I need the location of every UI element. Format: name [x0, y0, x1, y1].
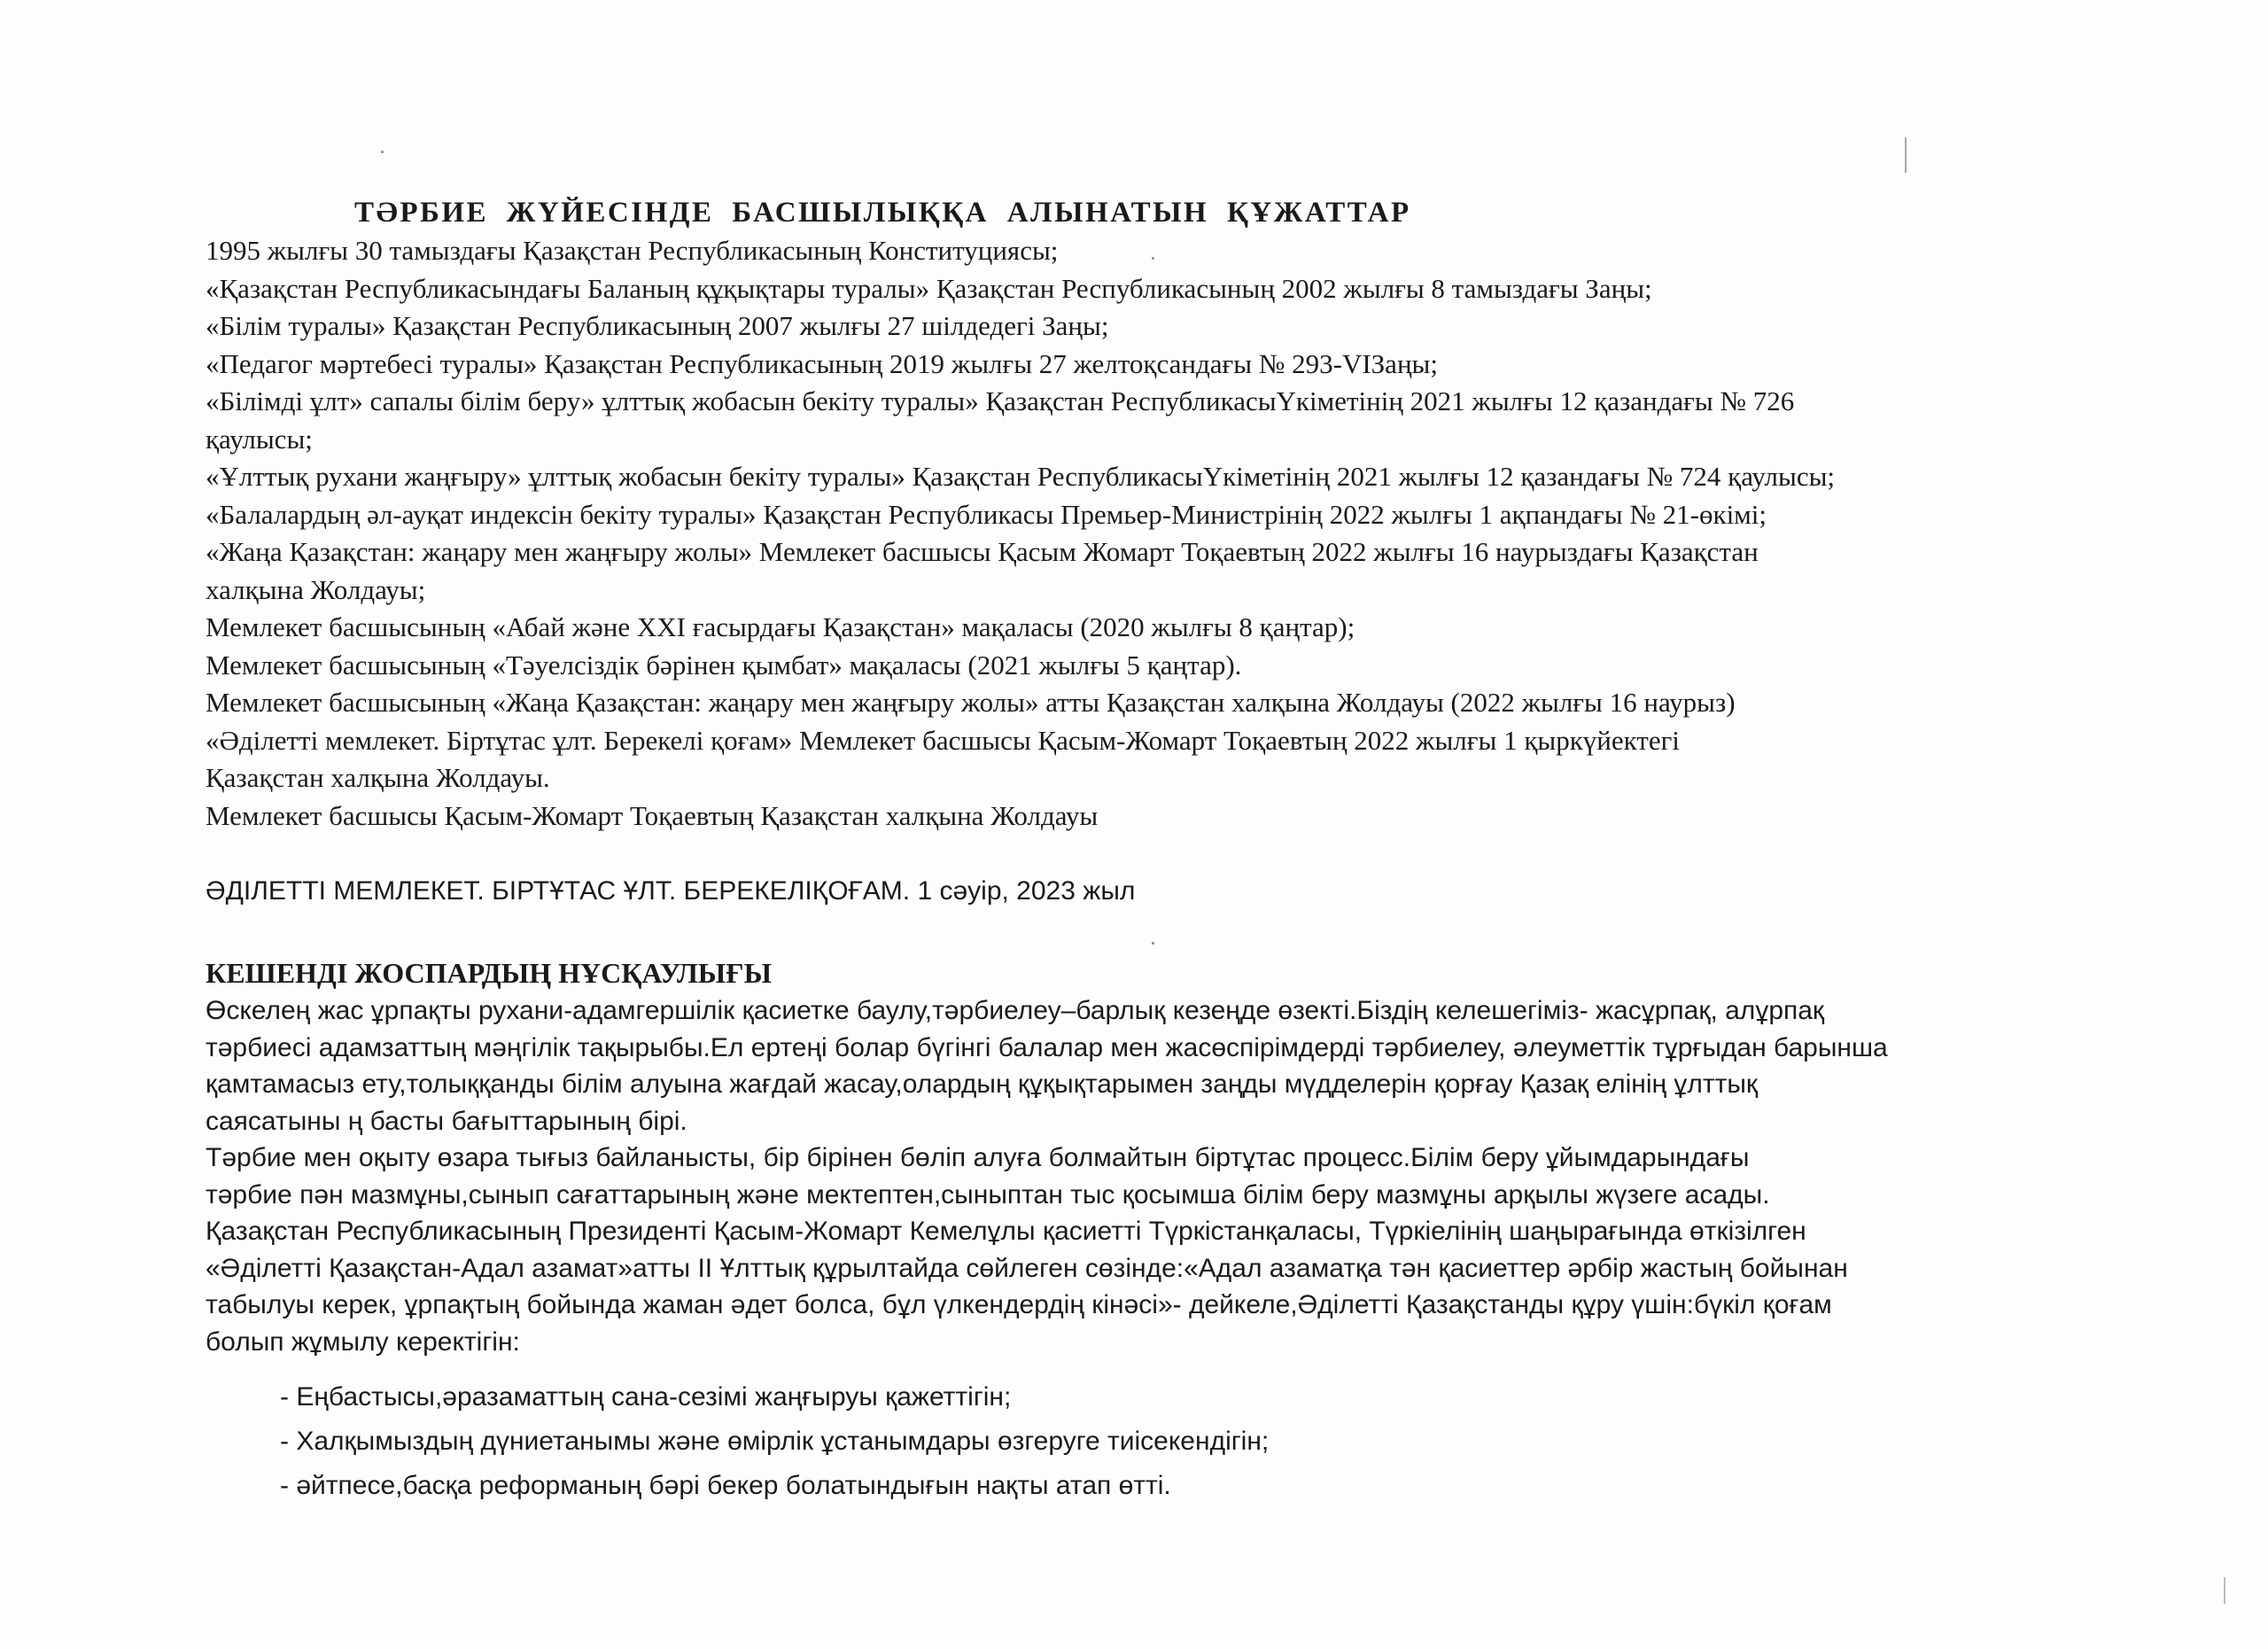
body-paragraph — [206, 992, 2243, 1360]
document-item: «Педагог мәртебесі туралы» Қазақстан Республикасының 2019 жылғы 27 желтоқсандағы № 293-VIЗаңы; — [206, 347, 1438, 379]
document-item: «Жаңа Қазақстан: жаңару мен жаңғыру жолы» Мемлекет басшысы Қасым Жомарт Тоқаевтың 2022 жылғы 16 наурыздағы Қазақстан — [206, 536, 1759, 567]
documents-list — [206, 232, 2243, 835]
scan-speck — [1152, 257, 1154, 260]
body-line: «Әділетті Қазақстан-Адал азамат»атты II Ұлттық құрылтайда сөйлеген сөзінде:«Адал азаматқа тән қасиеттер әрбір жастың бойынан — [206, 1253, 1848, 1283]
body-line: қамтамасыз ету,толыққанды білім алуына жағдай жасау,олардың құқықтарымен заңды мүдделерін қорғау Қазақ елінің ұлттық — [206, 1070, 1759, 1099]
scan-speck — [2224, 1577, 2225, 1604]
document-item: Қазақстан халқына Жолдауы. — [206, 762, 550, 793]
body-line: Қазақстан Республикасының Президенті Қасым-Жомарт Кемелұлы қасиетті Түркістанқаласы, Түркіелінің шаңырағында өткізілген — [206, 1217, 1806, 1246]
bullet-item: - Еңбастысы,әразаматтың сана-сезімі жаңғыруы қажеттігін; — [280, 1375, 1269, 1420]
address-line: ӘДІЛЕТТІ МЕМЛЕКЕТ. БІРТҰТАС ҰЛТ. БЕРЕКЕЛІҚОҒАМ. 1 сәуір, 2023 жыл — [206, 876, 1136, 906]
body-line: тәрбиесі адамзаттың мәңгілік тақырыбы.Ел ертеңі болар бүгінгі балалар мен жасөспірімдерді тәрбиелеу, әлеуметтік тұрғыдан барынша — [206, 1032, 1888, 1062]
document-item: Мемлекет басшысы Қасым-Жомарт Тоқаевтың Қазақстан халқына Жолдауы — [206, 799, 1099, 831]
document-item: Мемлекет басшысының «Жаңа Қазақстан: жаңару мен жаңғыру жолы» атты Қазақстан халқына Жолдауы (2022 жылғы 16 наурыз) — [206, 687, 1736, 718]
document-item: «Білімді ұлт» сапалы білім беру» ұлттық жобасын бекіту туралы» Қазақстан РеспубликасыҮкіметінің 2021 жылғы 12 қазандағы № 726 — [206, 385, 1795, 416]
scan-speck — [1905, 137, 1907, 173]
document-item: «Әділетті мемлекет. Біртұтас ұлт. Берекелі қоғам» Мемлекет басшысы Қасым-Жомарт Тоқаевтың 2022 жылғы 1 қыркүйектегі — [206, 724, 1680, 756]
section-heading: КЕШЕНДІ ЖОСПАРДЫҢ НҰСҚАУЛЫҒЫ — [206, 957, 772, 989]
body-line: табылуы керек, ұрпақтың бойында жаман әдет болса, бұл үлкендердің кінәсі»- дейкеле,Әділетті Қазақстанды құру үшін:бүкіл қоғам — [206, 1290, 1832, 1319]
body-line: тәрбие пән мазмұны,сынып сағаттарының және мектептен,сыныптан тыс қосымша білім беру мазмұны арқылы жүзеге асады. — [206, 1179, 1770, 1210]
bullet-list — [280, 1375, 1269, 1508]
body-line: Тәрбие мен оқыту өзара тығыз байланысты, бір бірінен бөліп алуға болмайтын біртұтас процесс.Білім беру ұйымдарындағы — [206, 1143, 1750, 1172]
body-line: болып жұмылу керектігін: — [206, 1326, 520, 1357]
document-item: Мемлекет басшысының «Тәуелсіздік бәрінен қымбат» мақаласы (2021 жылғы 5 қаңтар). — [206, 649, 1242, 681]
document-item: Мемлекет басшысының «Абай және XXI ғасырдағы Қазақстан» мақаласы (2020 жылғы 8 қаңтар); — [206, 611, 1355, 642]
document-item: қаулысы; — [206, 423, 313, 455]
scan-speck — [1152, 942, 1154, 945]
bullet-item: - Халқымыздың дүниетанымы және өмірлік ұстанымдары өзгеруге тиісекендігін; — [280, 1420, 1269, 1464]
document-item: «Білім туралы» Қазақстан Республикасының 2007 жылғы 27 шілдедегі Заңы; — [206, 310, 1109, 341]
document-item: «Балалардың әл-ауқат индексін бекіту туралы» Қазақстан Республикасы Премьер-Министрінің 2022 жылғы 1 ақпандағы № 21-өкімі; — [206, 498, 1767, 530]
body-line: саясатыны ң басты бағыттарының бірі. — [206, 1106, 687, 1136]
scan-speck — [381, 151, 384, 153]
document-title: ТӘРБИЕ ЖҮЙЕСІНДЕ БАСШЫЛЫҚҚА АЛЫНАТЫН ҚҰЖАТТАР — [354, 197, 1411, 229]
document-item: «Қазақстан Республикасындағы Баланың құқықтары туралы» Қазақстан Республикасының 2002 жылғы 8 тамыздағы Заңы; — [206, 272, 1652, 304]
bullet-item: - әйтпесе,басқа реформаның бәрі бекер болатындығын нақты атап өтті. — [280, 1464, 1269, 1508]
body-line: Өскелең жас ұрпақты рухани-адамгершілік қасиетке баулу,тәрбиелеу–барлық кезеңде өзекті.Біздің келешегіміз- жасұрпақ, алұрпақ — [206, 996, 1825, 1025]
document-item: «Ұлттық рухани жаңғыру» ұлттық жобасын бекіту туралы» Қазақстан РеспубликасыҮкіметінің 2021 жылғы 12 қазандағы № 724 қаулысы; — [206, 461, 1836, 492]
document-item: халқына Жолдауы; — [206, 573, 426, 605]
document-item: 1995 жылғы 30 тамыздағы Қазақстан Республикасының Конституциясы; — [206, 235, 1059, 266]
